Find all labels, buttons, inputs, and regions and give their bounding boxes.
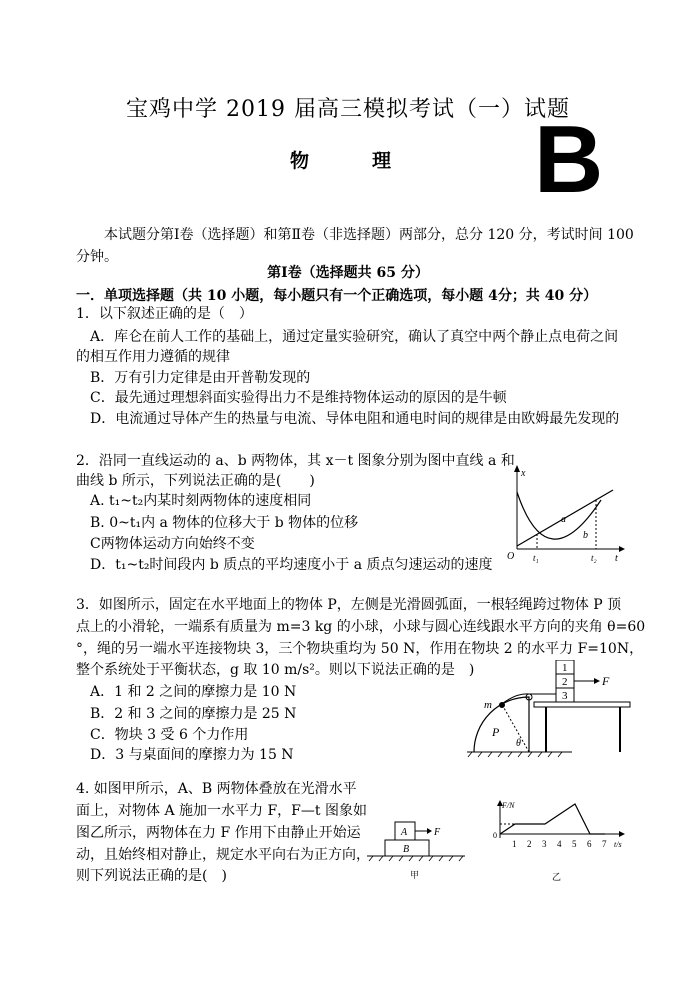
q4-yi-t-axis-arrow bbox=[619, 831, 625, 837]
q4-yi-tick-label: 4 bbox=[557, 839, 562, 849]
paper-version-letter: B bbox=[534, 106, 604, 213]
q1-option-a-cont: 的相互作用力遵循的规律 bbox=[76, 349, 230, 365]
subject-title: 物 理 bbox=[290, 150, 414, 172]
q4-yi-f-label: F/N bbox=[502, 801, 515, 810]
q1-option-d: D．电流通过导体产生的热量与电流、导体电阻和通电时间的规律是由欧姆最先发现的 bbox=[90, 411, 620, 427]
q3-ball bbox=[499, 702, 505, 708]
q4-stem-line4: 动，且始终相对静止，规定水平向右为正方向， bbox=[76, 847, 370, 863]
q4-yi-tick-labels bbox=[512, 839, 607, 849]
part-title: 第Ⅰ卷（选择题共 65 分） bbox=[267, 265, 429, 281]
q3-block-2-label: 2 bbox=[562, 676, 568, 688]
q4-yi-origin-label: 0 bbox=[493, 831, 497, 840]
q3-option-b: B．2 和 3 之间的摩擦力是 25 N bbox=[90, 706, 297, 722]
exam-intro: 本试题分第Ⅰ卷（选择题）和第Ⅱ卷（非选择题）两部分，总分 120 分，考试时间 100 分钟。 bbox=[76, 227, 634, 265]
q2-x-axis-arrow bbox=[514, 465, 520, 472]
q4-stem-line1: 4. 如图甲所示，A、B 两物体叠放在光滑水平 bbox=[76, 781, 357, 797]
q4-block-b-label: B bbox=[403, 844, 410, 855]
q2-xt-graph bbox=[505, 462, 625, 564]
q3-stem-line4: 整个系统处于平衡状态，g 取 10 m/s²。则以下说法正确的是 ) bbox=[76, 662, 475, 678]
q2-t-axis-arrow bbox=[619, 546, 625, 552]
q4-yi-force-line bbox=[500, 804, 605, 834]
q4-stem-line3: 图乙所示，两物体在力 F 作用下由静止开始运 bbox=[76, 825, 361, 841]
q3-force-arrowhead bbox=[594, 678, 600, 684]
q2-option-c: C两物体运动方向始终不变 bbox=[90, 536, 255, 552]
q4-yi-tick-label: 6 bbox=[587, 839, 592, 849]
q1-option-a: A．库仑在前人工作的基础上，通过定量实验研究，确认了真空中两个静止点电荷之间 bbox=[90, 329, 619, 345]
q4-jia-ground-hatch bbox=[369, 856, 463, 861]
q1-option-b: B．万有引力定律是由开普勒发现的 bbox=[90, 370, 311, 386]
q1-option-c: C．最先通过理想斜面实验得出力不是维持物体运动的原因的是牛顿 bbox=[90, 390, 507, 406]
q3-block-1-label: 1 bbox=[562, 662, 568, 674]
exam-title: 宝鸡中学 2019 届高三模拟考试（一）试题 bbox=[126, 97, 570, 122]
q4-block-a-label: A bbox=[401, 827, 408, 838]
q2-t1-label: t₁ bbox=[533, 553, 539, 563]
q4-yi-tick-label: 7 bbox=[602, 839, 607, 849]
q2-stem-line2: 曲线 b 所示，下列说法正确的是( ) bbox=[76, 473, 315, 489]
q4-yi-caption: 乙 bbox=[552, 872, 562, 882]
q3-table-top bbox=[534, 702, 630, 707]
q3-stem-line3: °，绳的另一端水平连接物块 3，三个物块重均为 50 N，作用在物块 2 的水平力 F=10N， bbox=[76, 641, 644, 657]
q2-curve-b bbox=[517, 492, 601, 539]
q3-stem-line1: 3．如图所示，固定在水平地面上的物体 P，左侧是光滑圆弧面，一根轻绳跨过物体 P 顶 bbox=[76, 597, 622, 613]
q2-t-label: t bbox=[615, 553, 618, 564]
q4-stem-line5: 则下列说法正确的是( ) bbox=[76, 868, 227, 884]
q4-yi-t-label: t/s bbox=[614, 840, 622, 849]
q4-figure-yi bbox=[480, 798, 630, 886]
q4-jia-force-label: F bbox=[434, 827, 441, 838]
q2-option-b: B. 0~t₁内 a 物体的位移大于 b 物体的位移 bbox=[90, 515, 359, 531]
q2-option-a: A. t₁~t₂内某时刻两物体的速度相同 bbox=[90, 493, 312, 509]
q3-angle-label: θ bbox=[516, 738, 521, 749]
q3-option-d: D．3 与桌面间的摩擦力为 15 N bbox=[90, 747, 294, 763]
q4-figure-jia bbox=[365, 812, 475, 882]
q3-option-c: C．物块 3 受 6 个力作用 bbox=[90, 727, 249, 743]
q3-ground-hatch bbox=[468, 752, 562, 757]
section-title: 一．单项选择题（共 10 小题，每小题只有一个正确选项，每小题 4分；共 40 分） bbox=[76, 288, 598, 304]
q2-b-label: b bbox=[583, 530, 588, 541]
q3-stem-line2: 点上的小滑轮，一端系有质量为 m=3 kg 的小球，小球与圆心连线跟水平方向的夹角 θ=60 bbox=[76, 619, 646, 635]
q3-figure bbox=[462, 660, 632, 760]
q4-yi-tick-label: 3 bbox=[542, 839, 547, 849]
q2-origin-label: O bbox=[507, 551, 515, 562]
q2-stem-line1: 2．沿同一直线运动的 a、b 两物体，其 x－t 图象分别为图中直线 a 和 bbox=[76, 453, 515, 469]
q3-option-a: A．1 和 2 之间的摩擦力是 10 N bbox=[90, 684, 297, 700]
q3-body-label: P bbox=[492, 725, 500, 739]
q1-stem: 1．以下叙述正确的是（ ） bbox=[76, 306, 253, 322]
q3-ball-label: m bbox=[484, 699, 492, 711]
q3-force-label: F bbox=[602, 674, 610, 688]
q4-yi-tick-label: 1 bbox=[512, 839, 517, 849]
q4-jia-caption: 甲 bbox=[410, 870, 420, 880]
q4-stem-line2: 面上，对物体 A 施加一水平力 F，F—t 图象如 bbox=[76, 803, 367, 819]
q2-t2-label: t₂ bbox=[591, 553, 597, 563]
q2-a-label: a bbox=[561, 514, 566, 525]
q4-yi-tick-label: 5 bbox=[572, 839, 577, 849]
q3-block-3-label: 3 bbox=[562, 690, 568, 702]
q2-option-d: D．t₁~t₂时间段内 b 质点的平均速度小于 a 质点匀速运动的速度 bbox=[90, 557, 493, 573]
q4-yi-tick-label: 2 bbox=[527, 839, 532, 849]
q4-jia-force-arrowhead bbox=[427, 828, 432, 834]
q2-x-label: x bbox=[521, 468, 526, 479]
